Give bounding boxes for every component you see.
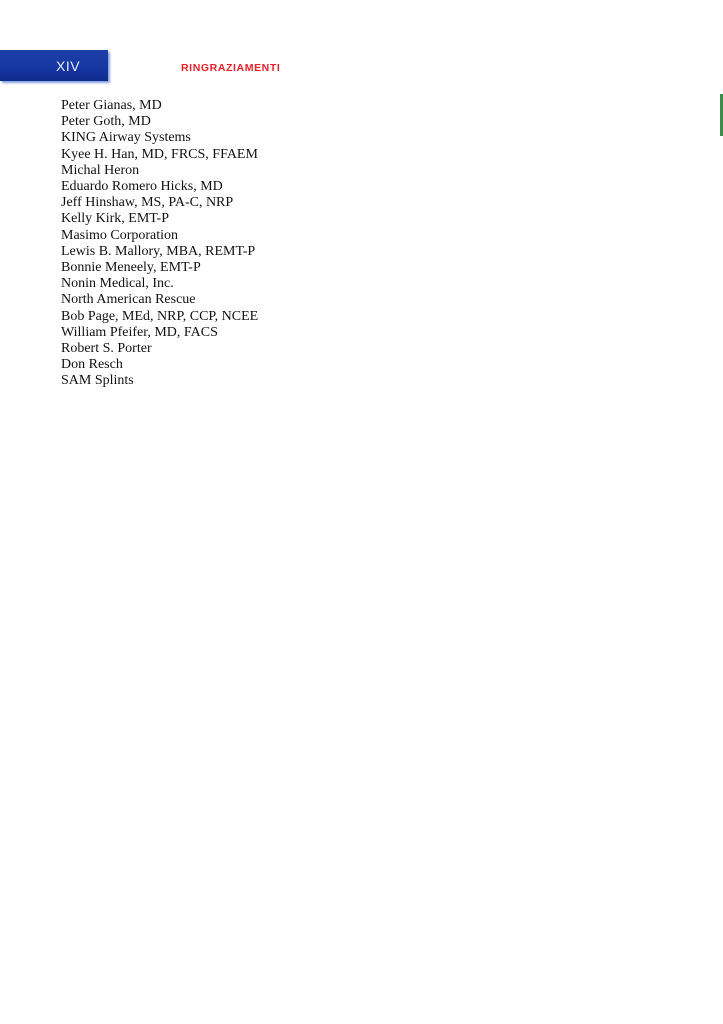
list-item: Lewis B. Mallory, MBA, REMT-P xyxy=(61,243,256,259)
list-item: Nonin Medical, Inc. xyxy=(61,276,174,292)
section-title: RINGRAZIAMENTI xyxy=(181,62,281,74)
list-item: Bob Page, MEd, NRP, CCP, NCEE xyxy=(61,308,259,324)
list-item: Jeff Hinshaw, MS, PA-C, NRP xyxy=(61,195,234,211)
acknowledgements-list xyxy=(61,98,258,390)
list-item: Eduardo Romero Hicks, MD xyxy=(61,179,223,195)
list-item: Robert S. Porter xyxy=(61,341,152,357)
list-item: Don Resch xyxy=(61,357,123,373)
list-item: SAM Splints xyxy=(61,373,134,389)
page-number: XIV xyxy=(56,58,81,74)
list-item: William Pfeifer, MD, FACS xyxy=(61,324,218,340)
list-item: Kelly Kirk, EMT-P xyxy=(61,211,169,227)
page-number-tab xyxy=(0,50,108,81)
list-item: Michal Heron xyxy=(61,162,140,178)
list-item: Kyee H. Han, MD, FRCS, FFAEM xyxy=(61,146,258,162)
list-item: Peter Goth, MD xyxy=(61,114,151,130)
list-item: Masimo Corporation xyxy=(61,227,179,243)
list-item: North American Rescue xyxy=(61,292,196,308)
list-item: Bonnie Meneely, EMT-P xyxy=(61,260,201,276)
list-item: KING Airway Systems xyxy=(61,130,191,146)
list-item: Peter Gianas, MD xyxy=(61,98,162,113)
